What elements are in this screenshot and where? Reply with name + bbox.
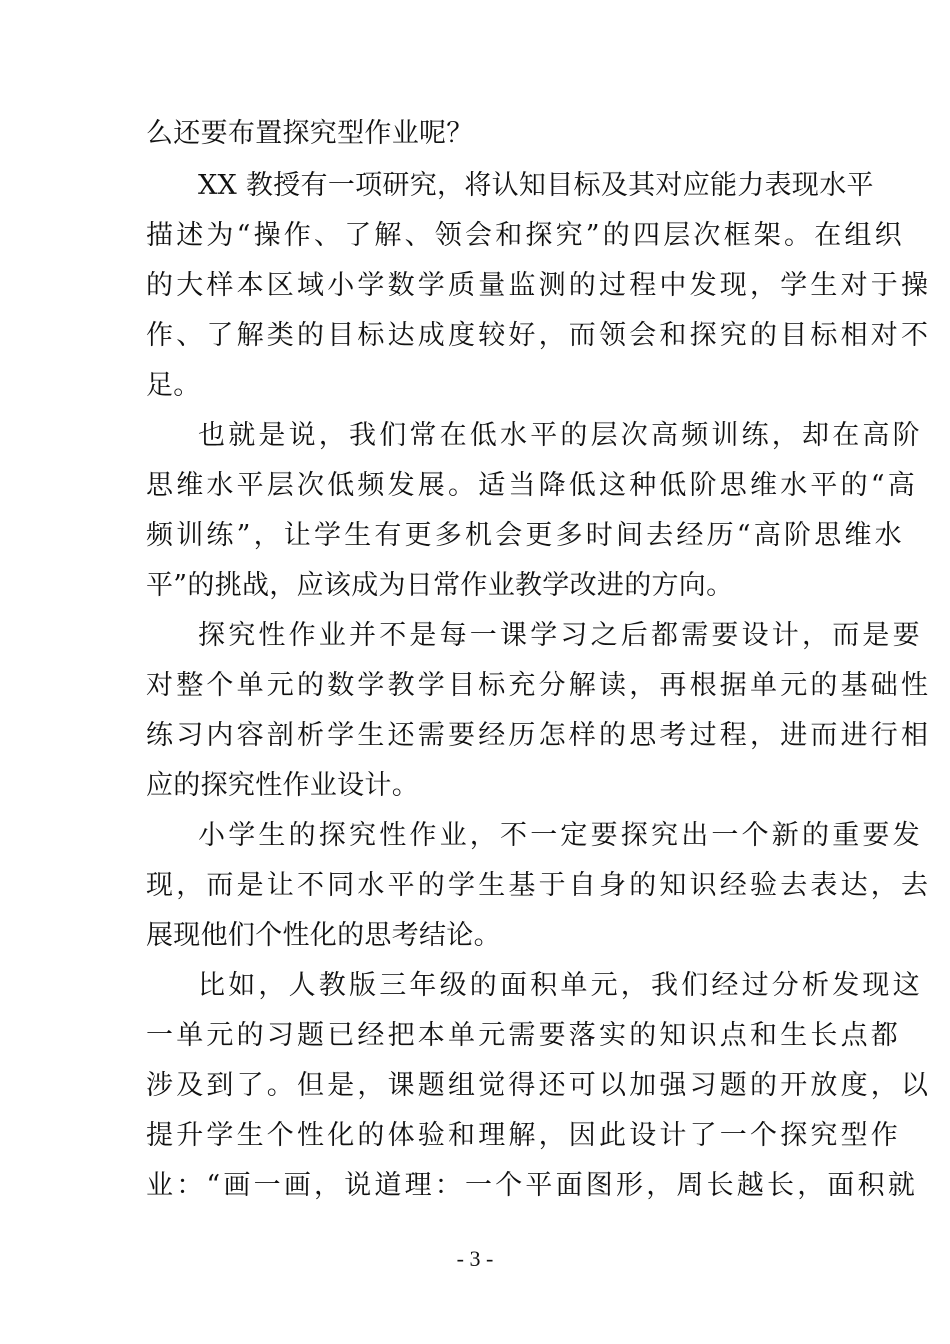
text-line: 现，而是让不同水平的学生基于自身的知识经验去表达，去 [146, 870, 932, 901]
text-line: 的大样本区域小学数学质量监测的过程中发现，学生对于操 [146, 270, 932, 301]
text-line: 么还要布置探究型作业呢？ [146, 118, 474, 149]
text-line: 描述为“操作、了解、领会和探究”的四层次框架。在组织 [146, 220, 905, 251]
text-line: 比如，人教版三年级的面积单元，我们经过分析发现这 [198, 970, 923, 1001]
text-line: 足。 [146, 370, 201, 401]
text-line: 思维水平层次低频发展。适当降低这种低阶思维水平的“高 [146, 470, 919, 501]
text-line: 小学生的探究性作业，不一定要探究出一个新的重要发 [198, 820, 923, 851]
text-line: 练习内容剖析学生还需要经历怎样的思考过程，进而进行相 [146, 720, 932, 751]
text-line: XX 教授有一项研究，将认知目标及其对应能力表现水平 [198, 170, 874, 201]
text-line: 平”的挑战，应该成为日常作业教学改进的方向。 [146, 570, 734, 601]
text-line: 展现他们个性化的思考结论。 [146, 920, 501, 951]
text-line: 提升学生个性化的体验和理解，因此设计了一个探究型作 [146, 1120, 901, 1151]
text-line: 应的探究性作业设计。 [146, 770, 419, 801]
text-line: 也就是说，我们常在低水平的层次高频训练，却在高阶 [198, 420, 923, 451]
text-line: 频训练”，让学生有更多机会更多时间去经历“高阶思维水 [146, 520, 905, 551]
text-line: 一单元的习题已经把本单元需要落实的知识点和生长点都 [146, 1020, 901, 1051]
text-line: 涉及到了。但是，课题组觉得还可以加强习题的开放度，以 [146, 1070, 932, 1101]
text-line: 作、了解类的目标达成度较好，而领会和探究的目标相对不 [146, 320, 932, 351]
text-line: 探究性作业并不是每一课学习之后都需要设计，而是要 [198, 620, 923, 651]
page-number: - 3 - [456, 1246, 494, 1271]
text-line: 对整个单元的数学教学目标充分解读，再根据单元的基础性 [146, 670, 932, 701]
text-line: 业：“画一画，说道理：一个平面图形，周长越长，面积就 [146, 1170, 919, 1201]
